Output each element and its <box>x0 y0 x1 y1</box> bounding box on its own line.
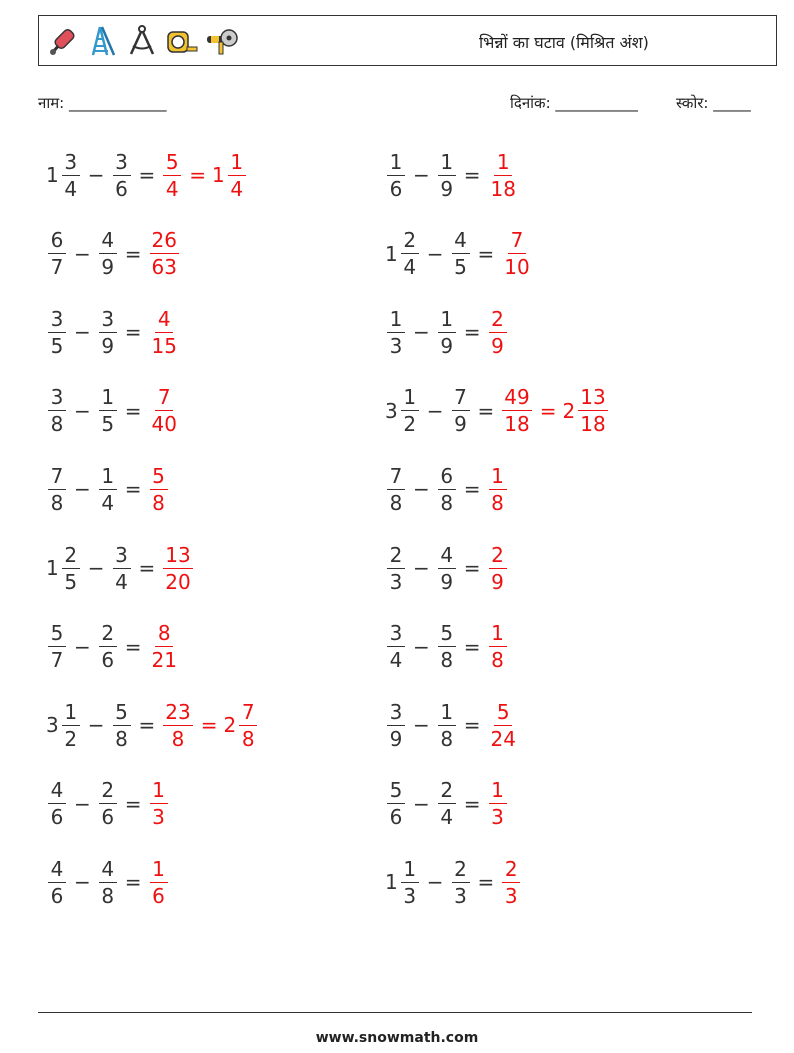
numerator: 1 <box>401 859 419 883</box>
answer-fraction <box>150 778 168 830</box>
subtrahend-fraction <box>99 621 117 673</box>
answer-fraction <box>489 621 507 673</box>
answer-fraction <box>150 306 179 358</box>
numerator: 3 <box>48 309 66 333</box>
subtrahend-fraction <box>113 542 131 594</box>
denominator: 3 <box>491 805 504 830</box>
answer <box>500 856 522 908</box>
denominator: 6 <box>101 648 115 673</box>
numerator: 1 <box>489 623 507 647</box>
answer-fraction <box>502 385 531 437</box>
denominator: 9 <box>101 333 115 358</box>
denominator: 2 <box>64 726 78 751</box>
answer-equals-sign: = <box>539 398 557 423</box>
answer-whole-number: 1 <box>212 163 225 187</box>
answer-whole-number: 2 <box>223 713 237 738</box>
problem-item <box>385 695 520 755</box>
answer-fraction <box>163 699 192 751</box>
denominator: 9 <box>440 569 454 594</box>
numerator: 4 <box>438 545 456 569</box>
numerator: 3 <box>113 545 131 569</box>
numerator: 1 <box>387 309 405 333</box>
answer-whole-number: 2 <box>562 398 576 423</box>
answer <box>487 542 509 594</box>
numerator: 4 <box>48 780 66 804</box>
equals-sign: = <box>477 241 495 266</box>
minuend-fraction <box>48 306 66 358</box>
denominator: 4 <box>165 176 179 201</box>
answer <box>487 149 520 201</box>
denominator: 6 <box>389 176 403 201</box>
tape-measure-icon <box>165 24 199 58</box>
equals-sign: = <box>463 634 481 659</box>
equals-sign: = <box>138 556 156 580</box>
paint-roller-icon <box>45 24 79 58</box>
subtrahend-fraction <box>99 856 117 908</box>
answer-fraction <box>150 463 168 515</box>
numerator: 5 <box>150 466 168 490</box>
answer-fraction <box>150 385 179 437</box>
numerator: 7 <box>48 466 66 490</box>
denominator: 8 <box>440 490 454 515</box>
answer-mixed-fraction <box>239 699 257 751</box>
problem-item <box>46 224 181 284</box>
answer-fraction <box>489 699 518 751</box>
subtrahend-fraction <box>452 228 470 280</box>
answer-fraction <box>163 542 192 594</box>
minus-sign: − <box>74 634 91 659</box>
tool-icons <box>45 23 239 59</box>
denominator: 6 <box>50 805 64 830</box>
numerator: 5 <box>494 702 512 726</box>
answer <box>500 385 609 437</box>
minus-sign: − <box>87 713 105 738</box>
answer <box>148 856 170 908</box>
problem-item <box>385 617 509 677</box>
answer-fraction <box>489 542 507 594</box>
numerator: 3 <box>387 702 405 726</box>
subtrahend-fraction <box>99 228 117 280</box>
numerator: 13 <box>580 385 606 410</box>
problem-item <box>46 695 259 755</box>
numerator: 1 <box>489 466 507 490</box>
denominator: 2 <box>403 412 417 437</box>
subtrahend-fraction <box>438 699 456 751</box>
numerator: 49 <box>504 385 530 410</box>
denominator: 40 <box>151 412 177 437</box>
minuend-fraction <box>48 778 66 830</box>
equals-sign: = <box>124 634 142 659</box>
whole-number: 1 <box>385 241 398 266</box>
answer <box>148 621 181 673</box>
equals-sign: = <box>138 163 156 187</box>
denominator: 21 <box>151 648 177 673</box>
problem-item <box>46 145 248 205</box>
answer <box>148 306 181 358</box>
worksheet-header <box>38 15 777 66</box>
numerator: 1 <box>494 152 512 176</box>
numerator: 7 <box>239 702 257 726</box>
denominator: 9 <box>454 412 467 437</box>
minus-sign: − <box>87 163 105 187</box>
minus-sign: − <box>426 241 444 266</box>
numerator: 7 <box>452 387 470 411</box>
denominator: 9 <box>389 726 403 751</box>
subtrahend-fraction <box>99 778 117 830</box>
numerator: 2 <box>387 545 405 569</box>
subtrahend-fraction <box>452 856 470 908</box>
minus-sign: − <box>413 713 430 738</box>
numerator: 4 <box>48 859 66 883</box>
minuend-fraction <box>48 228 66 280</box>
answer-fraction <box>502 228 531 280</box>
denominator: 4 <box>101 490 115 515</box>
subtrahend-fraction <box>113 149 131 201</box>
answer-fraction <box>489 149 518 201</box>
denominator: 9 <box>491 333 504 358</box>
answer-fraction <box>150 621 179 673</box>
denominator: 3 <box>504 883 518 908</box>
denominator: 5 <box>50 333 64 358</box>
minus-sign: − <box>74 398 91 423</box>
denominator: 8 <box>50 490 64 515</box>
denominator: 3 <box>389 333 403 358</box>
minus-sign: − <box>413 556 430 580</box>
numerator: 7 <box>155 387 173 411</box>
numerator: 1 <box>438 152 456 176</box>
numerator: 1 <box>387 152 405 176</box>
numerator: 2 <box>62 545 80 569</box>
answer <box>487 306 509 358</box>
compass-icon <box>125 24 159 58</box>
subtrahend-fraction <box>438 542 456 594</box>
problem-item <box>385 852 522 912</box>
answer <box>487 778 509 830</box>
numerator: 1 <box>150 859 168 883</box>
problem-item <box>46 302 181 362</box>
denominator: 8 <box>491 490 504 515</box>
problem-item <box>385 302 509 362</box>
denominator: 8 <box>171 726 185 751</box>
score-field-label: स्कोर: _____ <box>676 94 751 112</box>
problem-item <box>385 224 534 284</box>
numerator: 5 <box>438 623 456 647</box>
minuend-fraction <box>62 542 80 594</box>
minuend-fraction <box>401 228 419 280</box>
minuend-fraction <box>387 621 405 673</box>
numerator: 2 <box>401 230 419 254</box>
numerator: 1 <box>489 780 507 804</box>
answer-mixed-fraction <box>578 385 607 437</box>
numerator: 6 <box>48 230 66 254</box>
numerator: 6 <box>438 466 456 490</box>
angle-grinder-icon <box>205 24 239 58</box>
denominator: 4 <box>64 176 78 201</box>
problem-item <box>46 852 170 912</box>
numerator: 26 <box>151 228 177 253</box>
answer-fraction <box>150 228 179 280</box>
whole-number: 3 <box>385 398 398 423</box>
numerator: 13 <box>165 542 191 567</box>
numerator: 4 <box>99 230 117 254</box>
numerator: 2 <box>438 780 456 804</box>
answer-equals-sign: = <box>189 163 207 187</box>
problem-item <box>46 774 170 834</box>
numerator: 2 <box>489 309 507 333</box>
answer <box>161 699 259 751</box>
minuend-fraction <box>387 149 405 201</box>
denominator: 8 <box>389 490 403 515</box>
numerator: 1 <box>401 387 419 411</box>
denominator: 8 <box>491 648 504 673</box>
subtrahend-fraction <box>438 306 456 358</box>
minus-sign: − <box>413 477 430 502</box>
numerator: 2 <box>489 545 507 569</box>
denominator: 4 <box>230 176 244 201</box>
minus-sign: − <box>426 870 444 895</box>
equals-sign: = <box>463 320 481 345</box>
denominator: 15 <box>151 333 177 358</box>
numerator: 2 <box>99 623 117 647</box>
answer <box>161 542 194 594</box>
minus-sign: − <box>413 634 430 659</box>
subtrahend-fraction <box>99 463 117 515</box>
problem-item <box>385 538 509 598</box>
numerator: 1 <box>99 387 117 411</box>
whole-number: 1 <box>46 556 59 580</box>
whole-number: 1 <box>46 163 59 187</box>
denominator: 3 <box>152 805 165 830</box>
minuend-fraction <box>401 385 419 437</box>
equals-sign: = <box>463 477 481 502</box>
minuend-fraction <box>48 385 66 437</box>
subtrahend-fraction <box>438 149 456 201</box>
problem-item <box>385 459 509 519</box>
numerator: 3 <box>48 387 66 411</box>
numerator: 2 <box>502 859 520 883</box>
answer-fraction <box>502 856 520 908</box>
minuend-fraction <box>48 856 66 908</box>
denominator: 9 <box>101 255 115 280</box>
minus-sign: − <box>74 241 91 266</box>
equals-sign: = <box>124 791 142 816</box>
answer <box>487 621 509 673</box>
numerator: 4 <box>155 309 173 333</box>
denominator: 10 <box>504 255 530 280</box>
answer-fraction <box>163 149 181 201</box>
minus-sign: − <box>413 320 430 345</box>
problem-item <box>385 381 610 441</box>
numerator: 3 <box>99 309 117 333</box>
answer <box>148 778 170 830</box>
denominator: 6 <box>152 883 165 908</box>
denominator: 8 <box>440 726 454 751</box>
answer-mixed-fraction <box>228 149 246 201</box>
problem-item <box>46 459 170 519</box>
minuend-fraction <box>387 306 405 358</box>
numerator: 1 <box>62 702 80 726</box>
minus-sign: − <box>74 791 91 816</box>
subtrahend-fraction <box>438 621 456 673</box>
problem-item <box>385 145 520 205</box>
minuend-fraction <box>387 542 405 594</box>
numerator: 3 <box>387 623 405 647</box>
date-field-label: दिनांक: ___________ <box>510 94 638 112</box>
name-field-label: नाम: _____________ <box>38 94 167 112</box>
whole-number: 3 <box>46 713 59 738</box>
minus-sign: − <box>74 477 91 502</box>
numerator: 1 <box>99 466 117 490</box>
problem-item <box>46 538 195 598</box>
equals-sign: = <box>124 870 142 895</box>
answer <box>487 699 520 751</box>
minus-sign: − <box>87 556 105 580</box>
subtrahend-fraction <box>113 699 131 751</box>
numerator: 7 <box>387 466 405 490</box>
answer <box>500 228 533 280</box>
minuend-fraction <box>48 621 66 673</box>
equals-sign: = <box>138 713 156 738</box>
denominator: 18 <box>490 176 516 201</box>
numerator: 5 <box>113 702 131 726</box>
denominator: 3 <box>403 883 417 908</box>
numerator: 1 <box>228 152 246 176</box>
numerator: 7 <box>508 230 526 254</box>
answer <box>161 149 248 201</box>
equals-sign: = <box>463 163 481 187</box>
numerator: 23 <box>165 699 191 724</box>
numerator: 8 <box>155 623 173 647</box>
answer-equals-sign: = <box>200 713 218 738</box>
equals-sign: = <box>124 241 142 266</box>
minus-sign: − <box>426 398 444 423</box>
footer-website: www.snowmath.com <box>315 1030 479 1046</box>
denominator: 8 <box>241 726 255 751</box>
denominator: 4 <box>115 569 128 594</box>
minuend-fraction <box>48 463 66 515</box>
numerator: 1 <box>150 780 168 804</box>
answer-fraction <box>150 856 168 908</box>
minuend-fraction <box>62 699 80 751</box>
worksheet-title: भिन्नों का घटाव (मिश्रित अंश) <box>479 33 649 52</box>
minus-sign: − <box>413 791 430 816</box>
minus-sign: − <box>74 320 91 345</box>
subtrahend-fraction <box>99 306 117 358</box>
denominator: 18 <box>504 412 530 437</box>
denominator: 8 <box>50 412 64 437</box>
numerator: 4 <box>452 230 470 254</box>
numerator: 1 <box>438 702 456 726</box>
denominator: 7 <box>50 648 64 673</box>
denominator: 3 <box>389 569 403 594</box>
answer-fraction <box>489 463 507 515</box>
equals-sign: = <box>463 713 481 738</box>
problem-item <box>385 774 509 834</box>
answer <box>487 463 509 515</box>
denominator: 5 <box>64 569 78 594</box>
numerator: 2 <box>99 780 117 804</box>
minus-sign: − <box>74 870 91 895</box>
numerator: 5 <box>387 780 405 804</box>
numerator: 3 <box>113 152 131 176</box>
denominator: 5 <box>101 412 115 437</box>
subtrahend-fraction <box>438 463 456 515</box>
equals-sign: = <box>477 398 495 423</box>
whole-number: 1 <box>385 870 398 895</box>
minus-sign: − <box>413 163 430 187</box>
subtrahend-fraction <box>452 385 470 437</box>
denominator: 63 <box>151 255 177 280</box>
ladder-icon <box>85 24 119 58</box>
denominator: 7 <box>50 255 64 280</box>
equals-sign: = <box>463 791 481 816</box>
answer <box>148 385 181 437</box>
denominator: 8 <box>440 648 454 673</box>
denominator: 8 <box>101 883 115 908</box>
minuend-fraction <box>62 149 80 201</box>
answer <box>148 463 170 515</box>
denominator: 8 <box>152 490 165 515</box>
problem-item <box>46 381 181 441</box>
subtrahend-fraction <box>99 385 117 437</box>
subtrahend-fraction <box>438 778 456 830</box>
denominator: 9 <box>440 176 454 201</box>
minuend-fraction <box>387 778 405 830</box>
denominator: 4 <box>389 648 403 673</box>
numerator: 1 <box>438 309 456 333</box>
equals-sign: = <box>463 556 481 580</box>
answer-fraction <box>489 778 507 830</box>
denominator: 3 <box>454 883 467 908</box>
numerator: 2 <box>452 859 470 883</box>
numerator: 4 <box>99 859 117 883</box>
numerator: 3 <box>62 152 80 176</box>
denominator: 9 <box>491 569 504 594</box>
answer-fraction <box>489 306 507 358</box>
numerator: 5 <box>163 152 181 176</box>
equals-sign: = <box>124 477 142 502</box>
denominator: 6 <box>50 883 64 908</box>
denominator: 9 <box>440 333 454 358</box>
problem-item <box>46 617 181 677</box>
denominator: 8 <box>115 726 128 751</box>
minuend-fraction <box>387 463 405 515</box>
denominator: 4 <box>403 255 417 280</box>
denominator: 5 <box>454 255 467 280</box>
equals-sign: = <box>124 320 142 345</box>
denominator: 20 <box>165 569 191 594</box>
denominator: 24 <box>490 726 516 751</box>
answer <box>148 228 181 280</box>
denominator: 18 <box>580 412 606 437</box>
equals-sign: = <box>124 398 142 423</box>
minuend-fraction <box>401 856 419 908</box>
equals-sign: = <box>477 870 495 895</box>
denominator: 4 <box>440 805 454 830</box>
footer-divider <box>38 1012 752 1013</box>
numerator: 5 <box>48 623 66 647</box>
denominator: 6 <box>115 176 128 201</box>
denominator: 6 <box>389 805 403 830</box>
denominator: 6 <box>101 805 115 830</box>
minuend-fraction <box>387 699 405 751</box>
